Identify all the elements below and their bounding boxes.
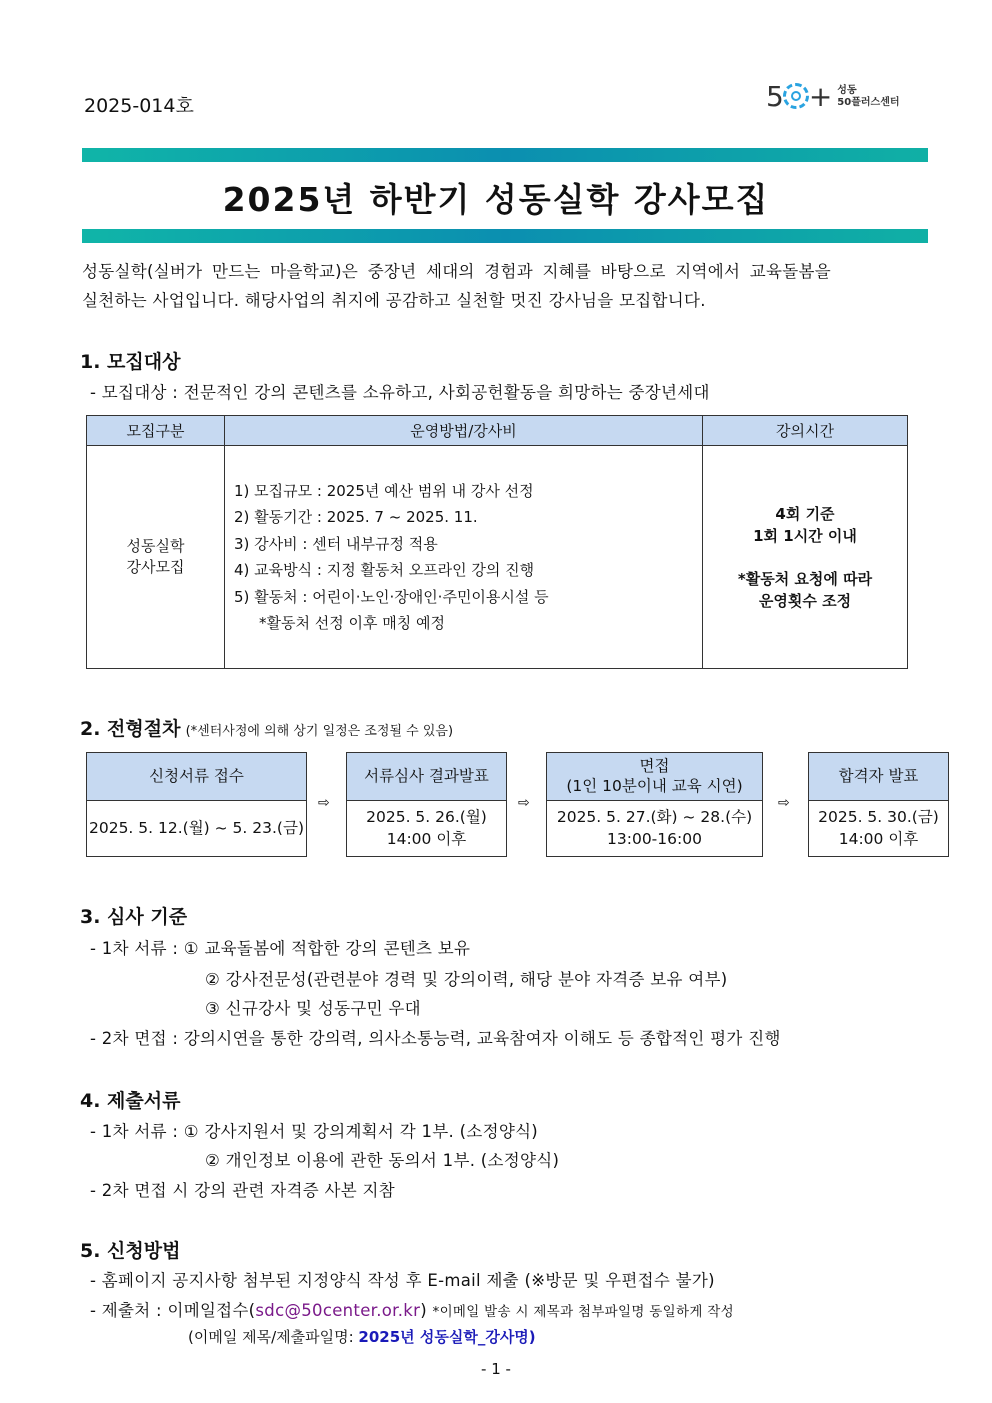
step-box bbox=[546, 752, 763, 857]
arrow-icon: ⇨ bbox=[518, 795, 530, 811]
time: *활동처 요청에 따라 bbox=[737, 569, 873, 588]
time: 4회 기준 bbox=[775, 504, 835, 523]
section-5-heading: 5. 신청방법 bbox=[80, 1240, 181, 1262]
category: 강사모집 bbox=[126, 558, 185, 576]
logo-mark: 5 + bbox=[766, 80, 832, 113]
page-title: 2025년 하반기 성동실학 강사모집 bbox=[222, 180, 770, 219]
s3-line: ② 강사전문성(관련분야 경력 및 강의이력, 해당 분야 자격증 보유 여부) bbox=[205, 970, 728, 989]
s4-line: - 1차 서류 : ① 강사지원서 및 강의계획서 각 1부. (소정양식) bbox=[90, 1122, 539, 1141]
s3-line: - 2차 면접 : 강의시연을 통한 강의력, 의사소통능력, 교육참여자 이해도 등 종합적인 평가 진행 bbox=[90, 1029, 781, 1048]
item: 5) 활동처 : 어린이·노인·장애인·주민이용시설 등 bbox=[234, 587, 549, 606]
section-2-heading: 2. 전형절차 bbox=[80, 718, 181, 740]
item: 4) 교육방식 : 지정 활동처 오프라인 강의 진행 bbox=[234, 561, 535, 579]
s5-note: *이메일 발송 시 제목과 첨부파일명 동일하게 작성 bbox=[432, 1304, 734, 1320]
arrow-icon: ⇨ bbox=[318, 795, 330, 811]
s4-line: - 2차 면접 시 강의 관련 자격증 사본 지참 bbox=[90, 1181, 395, 1200]
step-date: 2025. 5. 26.(월) bbox=[366, 808, 487, 827]
s5-line3: (이메일 제목/제출파일명: bbox=[188, 1328, 359, 1346]
step-box bbox=[86, 752, 307, 857]
recruit-table bbox=[86, 415, 908, 669]
section-1-heading: 1. 모집대상 bbox=[80, 351, 181, 373]
s3-line: - 1차 서류 : ① 교육돌봄에 적합한 강의 콘텐츠 보유 bbox=[90, 939, 471, 958]
item: 3) 강사비 : 센터 내부규정 적용 bbox=[234, 534, 438, 553]
step-time: 13:00-16:00 bbox=[607, 830, 702, 848]
step-box bbox=[808, 752, 949, 857]
step-time: 14:00 이후 bbox=[386, 830, 467, 848]
intro-line: 실천하는 사업입니다. 해당사업의 취지에 공감하고 실천할 멋진 강사님을 모집합니다. bbox=[82, 291, 706, 310]
th: 모집구분 bbox=[87, 416, 225, 446]
section-4-heading: 4. 제출서류 bbox=[80, 1090, 181, 1112]
step-date: 2025. 5. 27.(화) ~ 28.(수) bbox=[556, 808, 753, 827]
s1-line: - 모집대상 : 전문적인 강의 콘텐츠를 소유하고, 사회공헌활동을 희망하는 중장년세대 bbox=[90, 383, 710, 402]
step-sub: (1인 10분이내 교육 시연) bbox=[566, 776, 743, 795]
s5-line: - 홈페이지 공지사항 첨부된 지정양식 작성 후 E-mail 제출 (※방문 및 우편접수 불가) bbox=[90, 1271, 715, 1290]
logo-line1: 성동 bbox=[837, 84, 857, 96]
logo bbox=[766, 80, 900, 113]
th: 강의시간 bbox=[703, 416, 908, 446]
filename-format: 2025년 성동실학_강사명) bbox=[358, 1328, 536, 1346]
step-date: 2025. 5. 12.(월) ~ 5. 23.(금) bbox=[88, 819, 304, 838]
item: *활동처 선정 이후 매칭 예정 bbox=[259, 614, 445, 632]
time: 1회 1시간 이내 bbox=[753, 526, 857, 545]
logo-line2: 50플러스센터 bbox=[837, 96, 900, 108]
page-number: - 1 - bbox=[481, 1360, 511, 1378]
top-bar bbox=[82, 148, 928, 162]
item: 1) 모집규모 : 2025년 예산 범위 내 강사 선정 bbox=[234, 481, 534, 500]
step-box bbox=[346, 752, 507, 857]
step-title: 신청서류 접수 bbox=[87, 753, 306, 801]
step-title: 면접 bbox=[639, 757, 670, 776]
step-time: 14:00 이후 bbox=[838, 830, 919, 848]
step-title: 서류심사 결과발표 bbox=[347, 753, 506, 801]
email-link[interactable]: sdc@50center.or.kr bbox=[255, 1301, 421, 1320]
time: 운영횟수 조정 bbox=[758, 591, 852, 610]
s2-note: (*센터사정에 의해 상기 일정은 조정될 수 있음) bbox=[185, 724, 454, 739]
section-3-heading: 3. 심사 기준 bbox=[80, 906, 188, 928]
s4-line: ② 개인정보 이용에 관한 동의서 1부. (소정양식) bbox=[205, 1151, 560, 1170]
doc-number: 2025-014호 bbox=[84, 95, 194, 117]
s5-suffix: ) bbox=[420, 1301, 427, 1320]
arrow-icon: ⇨ bbox=[778, 795, 790, 811]
intro-line: 성동실학(실버가 만드는 마을학교)은 중장년 세대의 경험과 지혜를 바탕으로 지역에서 교육돌봄을 bbox=[82, 262, 831, 281]
item: 2) 활동기간 : 2025. 7 ~ 2025. 11. bbox=[234, 508, 478, 526]
step-date: 2025. 5. 30.(금) bbox=[818, 808, 939, 827]
category: 성동실학 bbox=[126, 537, 185, 555]
step-title: 합격자 발표 bbox=[809, 753, 948, 801]
s5-prefix: - 제출처 : 이메일접수( bbox=[90, 1301, 256, 1320]
th: 운영방법/강사비 bbox=[225, 416, 703, 446]
bottom-bar bbox=[82, 229, 928, 243]
s3-line: ③ 신규강사 및 성동구민 우대 bbox=[205, 999, 421, 1018]
